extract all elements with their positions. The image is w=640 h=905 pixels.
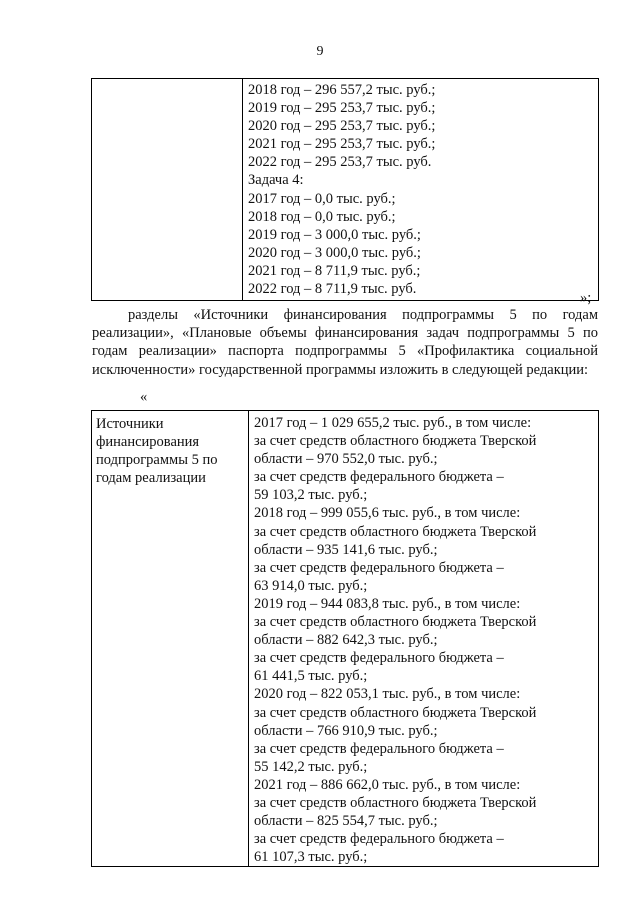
funding-table-continued bbox=[91, 78, 599, 301]
federal-budget-line: за счет средств федерального бюджета – bbox=[254, 469, 504, 486]
federal-budget-line: за счет средств федерального бюджета – bbox=[254, 740, 504, 757]
regional-budget-line: за счет средств областного бюджета Тверской bbox=[254, 523, 537, 540]
funding-sources-table bbox=[91, 410, 599, 867]
regional-budget-line: за счет средств областного бюджета Тверской bbox=[254, 704, 537, 721]
federal-budget-line: за счет средств федерального бюджета – bbox=[254, 831, 504, 848]
federal-budget-line: за счет средств федерального бюджета – bbox=[254, 650, 504, 667]
regional-budget-line: за счет средств областного бюджета Тверской bbox=[254, 794, 537, 811]
federal-budget-line: за счет средств федерального бюджета – bbox=[254, 559, 504, 576]
funding-line: 2018 год – 296 557,2 тыс. руб.; bbox=[248, 82, 436, 98]
federal-budget-amount: 61 441,5 тыс. руб.; bbox=[254, 668, 368, 685]
regional-budget-line: за счет средств областного бюджета Тверской bbox=[254, 614, 537, 631]
closing-quote: »; bbox=[580, 290, 592, 306]
year-total-line: 2019 год – 944 083,8 тыс. руб., в том числе: bbox=[254, 595, 521, 612]
funding-sources-values-cell bbox=[249, 411, 599, 867]
regional-budget-line: за счет средств областного бюджета Тверской bbox=[254, 433, 537, 450]
regional-budget-amount: области – 766 910,9 тыс. руб.; bbox=[254, 722, 438, 739]
funding-line: 2017 год – 0,0 тыс. руб.; bbox=[248, 190, 396, 207]
funding-sources-label-cell bbox=[92, 411, 249, 867]
year-total-line: 2017 год – 1 029 655,2 тыс. руб., в том числе: bbox=[254, 415, 532, 431]
funding-line: 2019 год – 3 000,0 тыс. руб.; bbox=[248, 226, 421, 243]
year-total-line: 2021 год – 886 662,0 тыс. руб., в том числе: bbox=[254, 776, 521, 793]
empty-label-cell bbox=[92, 79, 243, 301]
regional-budget-amount: области – 882 642,3 тыс. руб.; bbox=[254, 632, 438, 649]
year-total-line: 2020 год – 822 053,1 тыс. руб., в том числе: bbox=[254, 686, 521, 703]
page-number: 9 bbox=[316, 44, 324, 59]
funding-line: 2020 год – 295 253,7 тыс. руб.; bbox=[248, 118, 436, 135]
federal-budget-amount: 55 142,2 тыс. руб.; bbox=[254, 758, 368, 775]
funding-line: 2022 год – 8 711,9 тыс. руб. bbox=[248, 281, 417, 298]
amendment-paragraph: разделы «Источники финансирования подпрограммы 5 по годам реализации», «Плановые объемы финансирования задач подпрограммы 5 по годам реализации» паспорта подпрограммы 5 «Профилактика социальной исключенности» государственной программы изложить в следующей редакции: bbox=[92, 307, 598, 378]
funding-line: 2021 год – 8 711,9 тыс. руб.; bbox=[248, 262, 421, 279]
federal-budget-amount: 63 914,0 тыс. руб.; bbox=[254, 577, 368, 594]
year-total-line: 2018 год – 999 055,6 тыс. руб., в том числе: bbox=[254, 505, 521, 522]
funding-sources-label: Источники финансирования подпрограммы 5 по годам реализации bbox=[96, 416, 218, 486]
funding-values-cell bbox=[243, 79, 599, 301]
funding-line: 2020 год – 3 000,0 тыс. руб.; bbox=[248, 244, 421, 261]
task-heading: Задача 4: bbox=[248, 172, 304, 189]
opening-quote: « bbox=[140, 389, 148, 405]
funding-line: 2022 год – 295 253,7 тыс. руб. bbox=[248, 154, 432, 171]
federal-budget-amount: 61 107,3 тыс. руб.; bbox=[254, 849, 368, 866]
funding-line: 2021 год – 295 253,7 тыс. руб.; bbox=[248, 136, 436, 153]
regional-budget-amount: области – 970 552,0 тыс. руб.; bbox=[254, 451, 438, 468]
regional-budget-amount: области – 935 141,6 тыс. руб.; bbox=[254, 541, 438, 558]
funding-line: 2018 год – 0,0 тыс. руб.; bbox=[248, 208, 396, 225]
funding-line: 2019 год – 295 253,7 тыс. руб.; bbox=[248, 100, 436, 117]
regional-budget-amount: области – 825 554,7 тыс. руб.; bbox=[254, 813, 438, 830]
federal-budget-amount: 59 103,2 тыс. руб.; bbox=[254, 487, 368, 504]
